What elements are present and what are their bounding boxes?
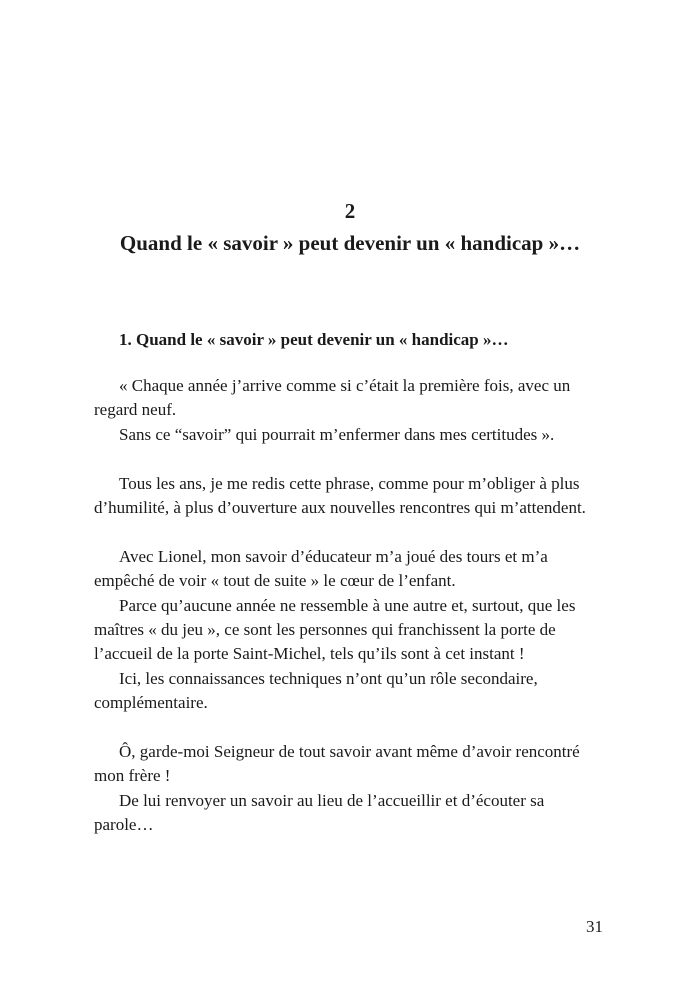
page-number: 31 <box>586 917 603 936</box>
paragraph-5: Parce qu’aucune année ne ressemble à une autre et, surtout, que les maîtres « du jeu », ce sont les personnes qui franchissent la porte de l’accueil de la porte Saint-Michel, tels qu’ils sont à cet instant ! <box>94 595 576 664</box>
paragraph-4: Avec Lionel, mon savoir d’éducateur m’a joué des tours et m’a empêché de voir « tout de suite » le cœur de l’enfant. <box>94 546 548 591</box>
paragraph-gap <box>94 716 604 740</box>
paragraph-7: Ô, garde-moi Seigneur de tout savoir avant même d’avoir rencontré mon frère ! <box>94 742 580 786</box>
section-heading: 1. Quand le « savoir » peut devenir un « handicap »… <box>119 330 509 349</box>
paragraph-gap <box>94 520 604 544</box>
paragraph-1: « Chaque année j’arrive comme si c’était la première fois, avec un regard neuf. <box>94 376 571 420</box>
paragraph-2: Sans ce “savoir” qui pourrait m’enfermer dans mes certitudes ». <box>119 424 555 444</box>
chapter-number: 2 <box>344 199 356 223</box>
chapter-title: Quand le « savoir » peut devenir un « handicap »… <box>119 231 581 255</box>
paragraph-gap <box>94 447 604 471</box>
body-text <box>94 374 604 838</box>
paragraph-6: Ici, les connaissances techniques n’ont qu’un rôle secondaire, complémentaire. <box>94 668 538 713</box>
paragraph-3: Tous les ans, je me redis cette phrase, comme pour m’obliger à plus d’humilité, à plus d’ouverture aux nouvelles rencontres qui m’attendent. <box>94 473 586 518</box>
paragraph-8: De lui renvoyer un savoir au lieu de l’accueillir et d’écouter sa parole… <box>94 790 545 835</box>
